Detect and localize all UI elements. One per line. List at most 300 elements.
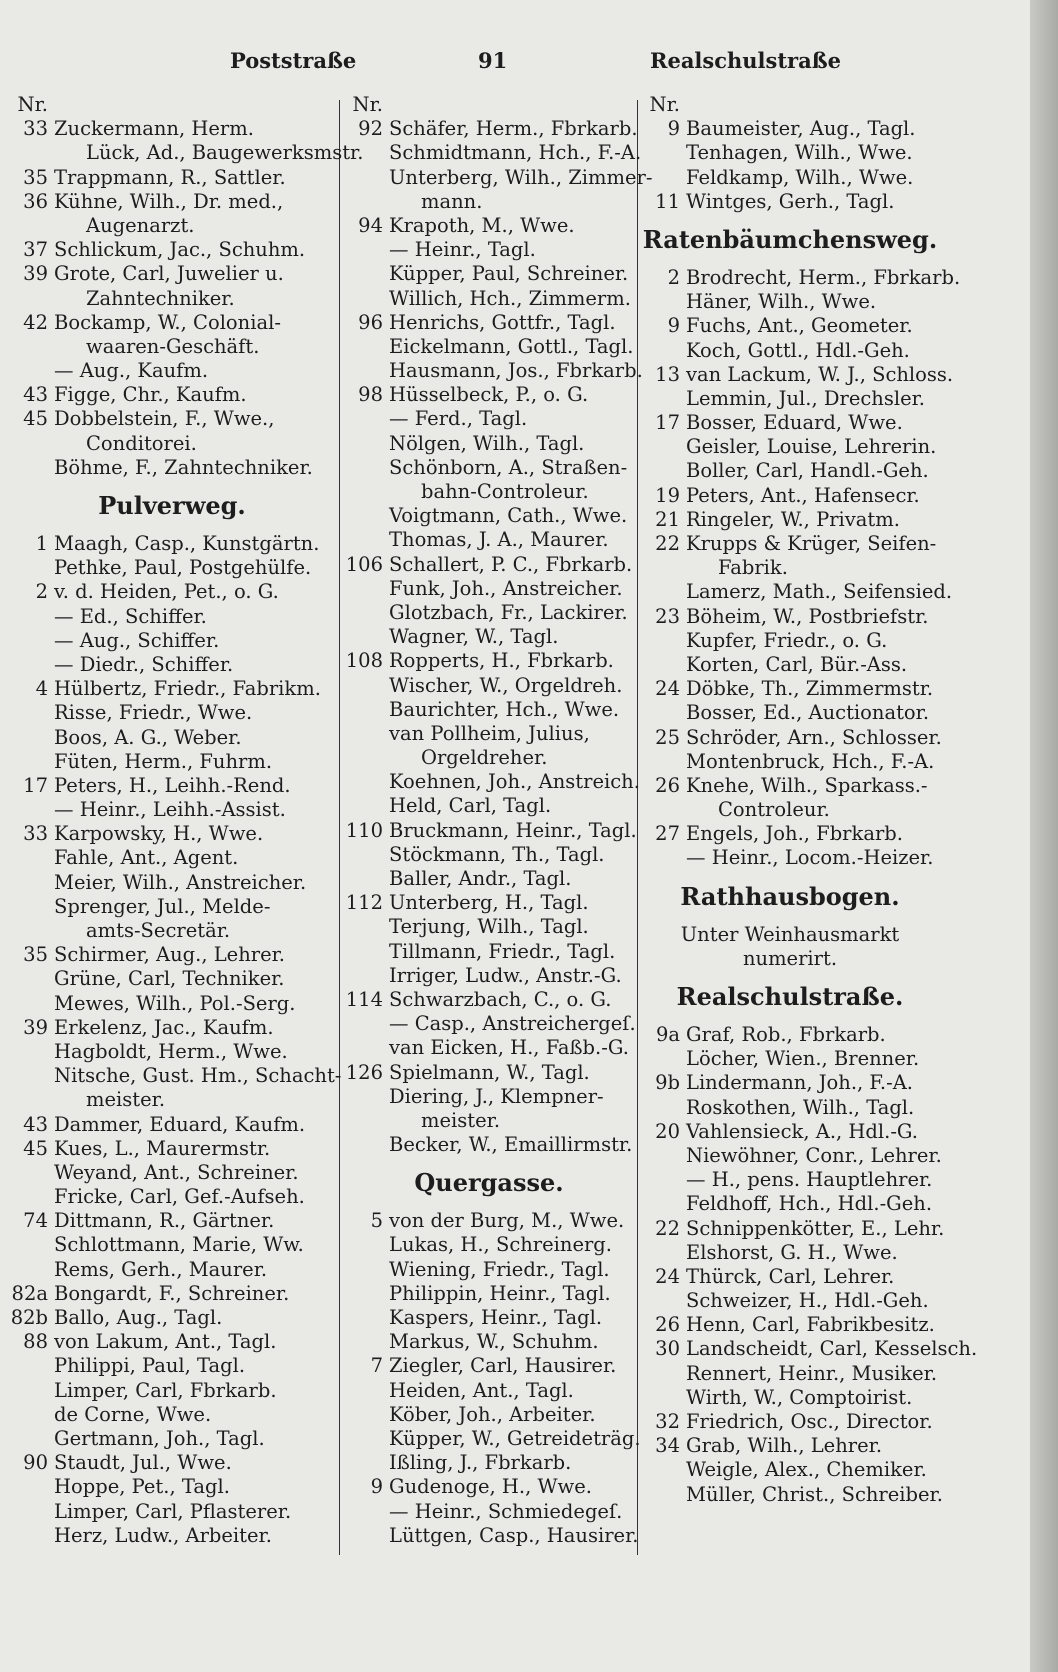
house-number — [8, 629, 54, 653]
directory-entry — [343, 407, 635, 431]
resident-text: — Ferd., Tagl. — [389, 407, 528, 431]
directory-entry — [343, 722, 635, 746]
directory-entry — [8, 1209, 336, 1233]
resident-text: — Aug., Schiffer. — [54, 628, 220, 652]
house-number: 22 — [655, 1216, 680, 1240]
resident-text: Glotzbach, Fr., Lackirer. — [389, 600, 628, 624]
resident-text: Schmidtmann, Hch., F.-A. — [389, 141, 642, 165]
directory-entry — [8, 335, 336, 359]
resident-text: Unterberg, H., Tagl. — [389, 891, 589, 915]
directory-entry — [640, 1458, 940, 1482]
directory-entry — [8, 383, 336, 407]
house-number — [343, 1282, 389, 1306]
directory-entry — [343, 625, 635, 649]
resident-text: Koehnen, Joh., Anstreich. — [389, 770, 640, 794]
directory-entry — [343, 1258, 635, 1282]
directory-entry — [640, 1241, 940, 1265]
resident-text: Landscheidt, Carl, Kesselsch. — [686, 1337, 978, 1361]
house-number — [343, 407, 389, 431]
resident-text: Hausmann, Jos., Fbrkarb. — [389, 359, 643, 383]
directory-entry — [640, 750, 940, 774]
directory-entry — [8, 1185, 336, 1209]
resident-text: Böheim, W., Postbriefstr. — [686, 604, 929, 628]
house-number: 126 — [345, 1060, 383, 1084]
directory-entry — [8, 992, 336, 1016]
resident-text: Willich, Hch., Zimmerm. — [389, 286, 631, 310]
directory-entry — [343, 456, 635, 480]
house-number: 30 — [655, 1337, 680, 1361]
directory-entry — [343, 794, 635, 818]
directory-entry — [8, 141, 364, 165]
directory-entry — [640, 532, 940, 556]
directory-entry — [343, 1475, 635, 1499]
directory-entry — [343, 214, 635, 238]
house-number — [8, 287, 54, 311]
directory-entry — [343, 383, 635, 407]
house-number — [640, 629, 686, 653]
directory-entry — [8, 726, 336, 750]
house-number — [343, 577, 389, 601]
resident-text: Risse, Friedr., Wwe. — [54, 701, 253, 725]
directory-entry — [343, 746, 635, 770]
directory-entry — [8, 677, 336, 701]
house-number: 82b — [10, 1306, 48, 1329]
resident-text: Herz, Ludw., Arbeiter. — [54, 1523, 272, 1547]
resident-text: van Eicken, H., Faßb.-G. — [389, 1036, 629, 1060]
resident-text: Augenarzt. — [86, 213, 195, 237]
resident-text: Friedrich, Osc., Director. — [686, 1410, 933, 1433]
directory-entry — [8, 1403, 336, 1427]
house-number — [343, 262, 389, 286]
house-number — [640, 1192, 686, 1216]
house-number — [8, 335, 54, 359]
directory-entry — [8, 262, 336, 286]
directory-entry — [8, 871, 336, 895]
house-number: 26 — [655, 1313, 680, 1337]
house-number — [343, 1500, 389, 1524]
directory-entry — [640, 314, 940, 338]
resident-text: Schröder, Arn., Schlosser. — [686, 725, 942, 749]
street-heading: Quergasse. — [414, 1168, 564, 1198]
directory-entry — [640, 1168, 940, 1192]
directory-entry — [8, 311, 336, 335]
house-number — [640, 1168, 686, 1192]
resident-text: Feldhoff, Hch., Hdl.-Geh. — [686, 1192, 933, 1216]
directory-entry — [343, 1109, 635, 1133]
resident-text: Eickelmann, Gottl., Tagl. — [389, 334, 634, 358]
house-number: 112 — [345, 891, 383, 915]
house-number — [8, 1233, 54, 1257]
house-number — [640, 435, 686, 459]
directory-entry — [343, 1133, 635, 1157]
house-number — [343, 359, 389, 383]
resident-text: Köber, Joh., Arbeiter. — [389, 1402, 596, 1426]
page-edge — [1030, 0, 1058, 1672]
house-number: 25 — [655, 725, 680, 749]
directory-entry — [8, 432, 336, 456]
house-number — [343, 964, 389, 988]
resident-text: Bosser, Ed., Auctionator. — [686, 701, 930, 725]
house-number: 24 — [655, 1264, 680, 1288]
house-number: 94 — [358, 213, 383, 237]
directory-entry — [343, 359, 643, 383]
directory-entry — [8, 456, 336, 480]
directory-entry — [640, 290, 940, 314]
resident-text: Lamerz, Math., Seifensied. — [686, 580, 953, 604]
house-number: Nr. — [352, 93, 383, 116]
directory-entry — [8, 1306, 336, 1330]
directory-entry — [343, 1233, 635, 1257]
resident-text: Gertmann, Joh., Tagl. — [54, 1426, 265, 1450]
house-number — [343, 1133, 389, 1157]
directory-entry — [343, 117, 638, 141]
resident-text: Ropperts, H., Fbrkarb. — [389, 649, 614, 673]
directory-entry — [343, 190, 635, 214]
house-number — [343, 504, 389, 528]
resident-text: amts-Secretär. — [86, 919, 231, 942]
directory-entry — [343, 915, 635, 939]
house-number — [343, 1036, 389, 1060]
resident-text: — Heinr., Schmiedegeſ. — [389, 1499, 623, 1523]
directory-entry — [343, 504, 635, 528]
directory-entry — [640, 1289, 940, 1313]
house-number — [343, 1258, 389, 1282]
resident-text: van Pollheim, Julius, — [389, 721, 590, 745]
directory-entry — [640, 339, 940, 363]
header-left-street: Poststraße — [230, 48, 357, 73]
resident-text: Ringeler, W., Privatm. — [686, 507, 900, 531]
resident-text: Spielmann, W., Tagl. — [389, 1060, 590, 1084]
house-number: 74 — [23, 1209, 48, 1233]
house-number — [343, 1109, 389, 1133]
house-number — [343, 335, 389, 359]
house-number: 96 — [358, 310, 383, 334]
resident-text: Baller, Andr., Tagl. — [389, 867, 572, 890]
directory-entry — [640, 1120, 940, 1144]
directory-entry — [343, 674, 635, 698]
resident-text: Henn, Carl, Fabrikbesitz. — [686, 1313, 935, 1337]
directory-entry — [8, 798, 336, 822]
resident-text: van Lackum, W. J., Schloss. — [686, 362, 954, 386]
column-right — [640, 93, 978, 1507]
directory-entry — [640, 798, 940, 822]
directory-entry — [640, 1216, 945, 1241]
directory-entry — [640, 1313, 940, 1337]
house-number: 110 — [345, 818, 383, 842]
house-number — [640, 1096, 686, 1120]
directory-entry — [8, 1282, 336, 1306]
resident-text: Erkelenz, Jac., Kaufm. — [54, 1015, 274, 1039]
resident-text: Zahntechniker. — [86, 286, 235, 310]
resident-text: bahn-Controleur. — [421, 480, 589, 503]
house-number: 33 — [23, 117, 48, 141]
directory-entry — [8, 580, 336, 604]
house-number — [640, 750, 686, 774]
directory-entry — [343, 1500, 635, 1524]
house-number: 88 — [23, 1330, 48, 1354]
house-number — [343, 141, 389, 165]
directory-entry — [8, 93, 336, 117]
house-number — [640, 1289, 686, 1313]
directory-entry — [640, 1071, 940, 1095]
resident-text: Tillmann, Friedr., Tagl. — [389, 939, 616, 963]
resident-text: Bosser, Eduard, Wwe. — [686, 411, 903, 435]
directory-entry — [640, 435, 940, 459]
resident-text: Kues, L., Maurermstr. — [54, 1136, 271, 1160]
house-number: 108 — [345, 649, 383, 673]
resident-text: Irriger, Ludw., Anstr.-G. — [389, 963, 622, 987]
resident-text: Dammer, Eduard, Kaufm. — [54, 1112, 306, 1136]
directory-entry — [343, 480, 635, 504]
resident-text: Tenhagen, Wilh., Wwe. — [686, 141, 913, 165]
resident-text: Korten, Carl, Bür.-Ass. — [686, 652, 908, 676]
house-number — [640, 580, 686, 604]
house-number — [343, 1085, 389, 1109]
resident-text: Boos, A. G., Weber. — [54, 725, 242, 749]
directory-entry — [8, 1137, 336, 1161]
resident-text: Müller, Christ., Schreiber. — [686, 1482, 943, 1506]
directory-entry — [343, 843, 635, 867]
house-number — [343, 915, 389, 939]
resident-text: Rems, Gerh., Maurer. — [54, 1257, 268, 1281]
directory-entry — [8, 1427, 336, 1451]
resident-text: meister. — [86, 1088, 166, 1112]
street-heading: Pulverweg. — [98, 491, 246, 520]
directory-entry — [640, 1362, 940, 1386]
house-number — [343, 1330, 389, 1354]
resident-text: — Aug., Kaufm. — [54, 359, 209, 383]
house-number: 9 — [370, 1475, 383, 1499]
resident-text: Staudt, Jul., Wwe. — [54, 1451, 232, 1475]
house-number — [640, 556, 686, 580]
resident-text: v. d. Heiden, Pet., o. G. — [54, 580, 279, 604]
resident-text: Weyand, Ant., Schreiner. — [54, 1160, 299, 1184]
directory-entry — [343, 649, 635, 673]
resident-text: Löcher, Wien., Brenner. — [686, 1047, 920, 1071]
resident-text: von der Burg, M., Wwe. — [389, 1209, 625, 1233]
house-number — [640, 701, 686, 725]
resident-text: Hoppe, Pet., Tagl. — [54, 1475, 230, 1499]
house-number — [640, 846, 686, 870]
house-number — [343, 1524, 389, 1548]
resident-text: Bongardt, F., Schreiner. — [54, 1281, 290, 1305]
directory-entry — [8, 1016, 336, 1040]
resident-text: Rennert, Heinr., Musiker. — [686, 1361, 938, 1385]
resident-text: Voigtmann, Cath., Wwe. — [389, 504, 628, 528]
house-number — [8, 214, 54, 238]
house-number — [8, 1088, 54, 1112]
resident-text: Lindermann, Joh., F.-A. — [686, 1071, 913, 1095]
house-number — [343, 625, 389, 649]
street-heading: Realschulstraße. — [676, 982, 904, 1011]
resident-text: Küpper, Paul, Schreiner. — [389, 262, 629, 286]
house-number — [640, 1386, 686, 1410]
house-number — [8, 701, 54, 725]
resident-text: Dobbelstein, F., Wwe., — [54, 407, 275, 431]
resident-text: Sprenger, Jul., Melde- — [54, 894, 271, 918]
house-number — [8, 846, 54, 870]
directory-entry — [343, 553, 635, 577]
house-number — [8, 359, 54, 383]
directory-entry — [640, 1337, 978, 1361]
directory-entry — [343, 335, 635, 359]
house-number — [640, 1458, 686, 1482]
directory-entry — [343, 1426, 641, 1451]
header-right-street: Realschulstraße — [650, 48, 842, 73]
directory-entry — [640, 1096, 940, 1120]
resident-text: Kupfer, Friedr., o. G. — [686, 628, 888, 652]
directory-entry — [8, 967, 336, 991]
column-divider — [339, 100, 340, 1555]
house-number: 4 — [35, 677, 48, 701]
house-number — [8, 456, 54, 480]
resident-text: Weigle, Alex., Chemiker. — [686, 1458, 927, 1482]
resident-text: Limper, Carl, Pflasterer. — [54, 1499, 292, 1523]
directory-entry — [343, 165, 653, 190]
resident-text: Koch, Gottl., Hdl.-Geh. — [686, 338, 910, 362]
house-number — [8, 432, 54, 456]
resident-text: Figge, Chr., Kaufm. — [54, 383, 247, 407]
house-number: 17 — [23, 773, 48, 797]
resident-text: Montenbruck, Hch., F.-A. — [686, 749, 935, 773]
directory-entry — [343, 577, 635, 601]
resident-text: Grüne, Carl, Techniker. — [54, 967, 285, 991]
directory-entry — [343, 262, 635, 286]
house-number — [343, 770, 389, 794]
resident-text: Nitsche, Gust. Hm., Schacht- — [54, 1064, 342, 1088]
house-number: 9b — [655, 1071, 680, 1095]
resident-text: Zuckermann, Herm. — [54, 117, 254, 141]
directory-entry — [8, 1064, 342, 1088]
house-number — [343, 867, 389, 891]
directory-entry — [8, 846, 336, 870]
directory-entry — [8, 774, 336, 798]
directory-entry — [8, 1330, 336, 1354]
house-number — [8, 1403, 54, 1427]
house-number: 27 — [655, 822, 680, 846]
directory-entry — [8, 822, 336, 846]
directory-entry — [640, 677, 940, 701]
house-number — [343, 794, 389, 818]
resident-text: Thomas, J. A., Maurer. — [389, 528, 609, 552]
resident-text: Mewes, Wilh., Pol.-Serg. — [54, 991, 296, 1015]
directory-entry — [8, 1475, 336, 1499]
directory-entry — [8, 1354, 336, 1378]
resident-text: Bockamp, W., Colonial- — [54, 310, 281, 334]
resident-text: Becker, W., Emaillirmstr. — [389, 1133, 633, 1157]
house-number: 36 — [23, 189, 48, 213]
house-number: 22 — [655, 532, 680, 555]
resident-text: — Heinr., Leihh.-Assist. — [54, 798, 286, 822]
directory-entry — [640, 1434, 940, 1458]
house-number — [8, 1379, 54, 1403]
house-number — [343, 843, 389, 867]
resident-text: Fabrik. — [718, 556, 788, 580]
resident-text: Fahle, Ant., Agent. — [54, 846, 239, 870]
directory-entry — [343, 940, 635, 964]
house-number — [640, 166, 686, 190]
directory-entry — [640, 653, 940, 677]
house-number — [8, 871, 54, 895]
resident-text: Lück, Ad., Baugewerksmstr. — [86, 141, 364, 165]
house-number: 98 — [358, 383, 383, 407]
house-number — [8, 726, 54, 750]
resident-text: Küpper, W., Getreideträg. — [389, 1426, 641, 1450]
directory-entry — [8, 701, 336, 725]
directory-entry — [343, 93, 635, 117]
house-number: 39 — [23, 1015, 48, 1039]
directory-entry — [343, 1085, 635, 1109]
directory-entry — [343, 311, 635, 335]
directory-entry — [640, 362, 954, 387]
directory-entry — [8, 1088, 336, 1112]
house-number: 21 — [655, 507, 680, 531]
resident-text: Diering, J., Klempner- — [389, 1084, 604, 1108]
house-number: 114 — [345, 987, 383, 1011]
house-number: Nr. — [17, 93, 48, 116]
resident-text: Peters, H., Leihh.-Rend. — [54, 773, 291, 797]
directory-entry — [640, 1386, 940, 1410]
directory-entry — [8, 1040, 336, 1064]
resident-text: Ballo, Aug., Tagl. — [54, 1306, 223, 1329]
resident-text: Wiening, Friedr., Tagl. — [389, 1257, 610, 1281]
resident-text: Gudenoge, H., Wwe. — [389, 1475, 592, 1499]
directory-entry — [343, 141, 642, 165]
directory-entry — [640, 822, 940, 846]
resident-text: Heiden, Ant., Tagl. — [389, 1378, 574, 1402]
house-number: 19 — [655, 483, 680, 507]
resident-text: Orgeldreher. — [421, 746, 548, 770]
resident-text: Philippi, Paul, Tagl. — [54, 1354, 246, 1378]
resident-text: Böhme, F., Zahntechniker. — [54, 455, 313, 479]
directory-entry — [8, 238, 336, 262]
directory-entry — [8, 919, 336, 943]
house-number: 45 — [23, 1136, 48, 1160]
directory-entry — [8, 1233, 336, 1257]
resident-text: Vahlensieck, A., Hdl.-G. — [686, 1119, 919, 1143]
house-number — [8, 1185, 54, 1209]
house-number: 90 — [23, 1451, 48, 1475]
directory-entry — [8, 1451, 336, 1475]
directory-entry — [640, 93, 940, 117]
directory-entry — [343, 1354, 635, 1378]
directory-entry — [8, 1524, 336, 1548]
house-number: 43 — [23, 1112, 48, 1136]
resident-text: Feldkamp, Wilh., Wwe. — [686, 165, 914, 189]
house-number: 39 — [23, 262, 48, 286]
directory-entry — [343, 528, 635, 552]
resident-text: Kühne, Wilh., Dr. med., — [54, 189, 284, 213]
resident-text: Unterberg, Wilh., Zimmer- — [389, 165, 653, 189]
resident-text: Wintges, Gerh., Tagl. — [686, 189, 895, 213]
resident-text: Schönborn, A., Straßen- — [389, 455, 628, 479]
directory-entry — [343, 432, 635, 456]
house-number: 43 — [23, 383, 48, 407]
resident-text: Hüsselbeck, P., o. G. — [389, 383, 589, 407]
directory-entry — [343, 988, 635, 1012]
directory-entry — [343, 601, 635, 625]
resident-text: Controleur. — [718, 798, 830, 822]
house-number — [8, 967, 54, 991]
directory-entry — [640, 1144, 940, 1168]
resident-text: Schäfer, Herm., Fbrkarb. — [389, 117, 638, 141]
house-number — [343, 480, 389, 504]
house-number — [640, 1362, 686, 1386]
resident-text: Pethke, Paul, Postgehülfe. — [54, 556, 312, 580]
resident-text: Schirmer, Aug., Lehrer. — [54, 943, 286, 967]
resident-text: Kaspers, Heinr., Tagl. — [389, 1306, 603, 1329]
house-number — [343, 456, 389, 480]
